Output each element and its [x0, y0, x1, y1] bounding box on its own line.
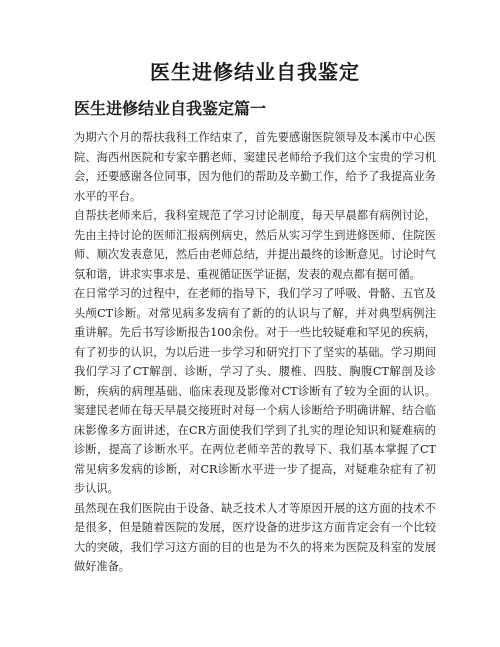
document-title: 医生进修结业自我鉴定: [150, 60, 360, 84]
paragraph-2: 自帮扶老师来后，我科室规范了学习讨论制度，每天早晨都有病例讨论，先由主持讨论的医师汇报病例病史，然后从实习学生到进修医师、住院医师、顺次发表意见，然后由老师总结，并提出最终的诊断意见。讨论时气氛和谐，讲求实事求是、重视循证医学证据，发表的观点都有据可循。: [74, 209, 436, 281]
paragraph-1: 为期六个月的帮扶我科工作结束了，首先要感谢医院领导及本溪市中心医院、海西州医院和专家辛鹏老师、窦建民老师给予我们这个宝贵的学习机会，还要感谢各位同事，因为他们的帮助及辛勤工作，给予了我提高业务水平的平台。: [74, 131, 436, 203]
paragraph-3: 在日常学习的过程中，在老师的指导下，我们学习了呼吸、骨骼、五官及头颅CT诊断。对常见病多发病有了新的的认识与了解，并对典型病例注重讲解。先后书写诊断报告100余份。对于一些比较疑难和罕见的疾病，有了初步的认识，为以后进一步学习和研究打下了坚实的基础。学习期间我们学习了CT解剖、诊断，学习了头、腰椎、四肢、胸腹CT解剖及诊断，疾病的病理基础、临床表现及影像对CT诊断有了较为全面的认识。窦建民老师在每天早晨交接班时对每一个病人诊断给予明确讲解、结合临床影像多方面讲述，在CR方面使我们学到了扎实的理论知识和疑难病的诊断，提高了诊断水平。在两位老师辛苦的教导下、我们基本掌握了CT常见病多发病的诊断，对CR诊断水平进一步了提高，对疑难杂症有了初步认识。: [74, 287, 436, 495]
paragraph-4: 虽然现在我们医院由于设备、缺乏技术人才等原因开展的这方面的技术不是很多，但是随着医院的发展，医疗设备的进步这方面肯定会有一个比较大的突破，我们学习这方面的目的也是为不久的将来为医院及科室的发展做好准备。: [74, 501, 436, 573]
section-title: 医生进修结业自我鉴定篇一: [74, 99, 267, 118]
